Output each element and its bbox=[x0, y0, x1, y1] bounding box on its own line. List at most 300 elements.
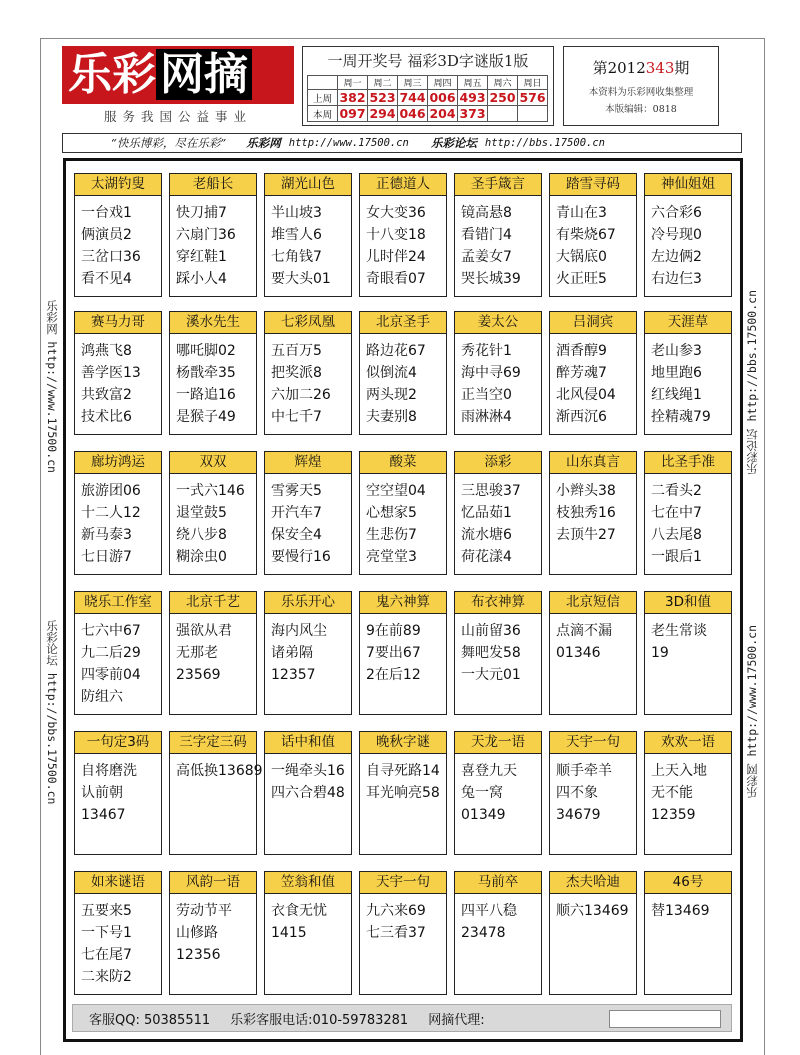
agent-label: 网摘代理: bbox=[428, 1012, 485, 1028]
tip-line: 23569 bbox=[176, 667, 221, 683]
tip-author: 正德道人 bbox=[360, 174, 446, 196]
tip-author: 溪水先生 bbox=[170, 312, 256, 334]
tip-line: 儿时伴24 bbox=[366, 249, 426, 265]
tip-line: 去顶牛27 bbox=[556, 527, 616, 543]
tip-lines bbox=[550, 474, 636, 546]
tip-line: 认前朝 bbox=[81, 785, 123, 801]
logo bbox=[62, 46, 294, 104]
side-right-bottom: 乐彩网 http://www.17500.cn bbox=[745, 625, 759, 798]
tip-line: 生悲伤7 bbox=[366, 527, 417, 543]
tip-line: 十八变18 bbox=[366, 227, 426, 243]
tip-line: 九六来69 bbox=[366, 903, 426, 919]
tip-author: 酸菜 bbox=[360, 452, 446, 474]
tip-cell bbox=[454, 871, 542, 995]
outer-left-line bbox=[40, 38, 41, 1055]
tip-cell bbox=[549, 451, 637, 575]
tip-cell bbox=[454, 591, 542, 715]
tip-line: 哭长城39 bbox=[461, 271, 521, 287]
tip-cell bbox=[549, 731, 637, 855]
agent-field bbox=[609, 1010, 721, 1028]
tip-line: 七角钱7 bbox=[271, 249, 322, 265]
tip-cell bbox=[644, 731, 732, 855]
tip-author: 天龙一语 bbox=[455, 732, 541, 754]
tip-line: 替13469 bbox=[651, 903, 710, 919]
this-week-number bbox=[518, 106, 548, 122]
tip-line: 雨淋淋4 bbox=[461, 409, 512, 425]
weekday-header: 周二 bbox=[368, 76, 398, 90]
tip-line: 红线绳1 bbox=[651, 387, 702, 403]
tip-lines bbox=[360, 614, 446, 686]
tip-author: 欢欢一语 bbox=[645, 732, 731, 754]
tip-cell bbox=[454, 451, 542, 575]
tip-lines bbox=[645, 334, 731, 428]
tip-line: 七在尾7 bbox=[81, 947, 132, 963]
tip-line: 半山坡3 bbox=[271, 205, 322, 221]
tip-cell bbox=[74, 451, 162, 575]
tip-line: 新马泰3 bbox=[81, 527, 132, 543]
tip-line: 四六合碧48 bbox=[271, 785, 345, 801]
tip-cell bbox=[644, 871, 732, 995]
tip-cell bbox=[644, 173, 732, 297]
tip-line: 自将磨洗 bbox=[81, 763, 137, 779]
tip-line: 海内风尘 bbox=[271, 623, 327, 639]
tip-lines bbox=[170, 196, 256, 290]
this-week-label: 本周 bbox=[308, 106, 338, 122]
tip-lines bbox=[550, 334, 636, 428]
tip-author: 如来谜语 bbox=[75, 872, 161, 894]
tip-cell bbox=[549, 871, 637, 995]
tip-cell bbox=[74, 591, 162, 715]
tip-lines bbox=[265, 196, 351, 290]
tip-cell bbox=[74, 871, 162, 995]
tip-line: 二来防2 bbox=[81, 969, 132, 985]
tip-line: 糊涂虫0 bbox=[176, 549, 227, 565]
tip-line: 善学医13 bbox=[81, 365, 141, 381]
tip-lines bbox=[645, 614, 731, 664]
tip-cell bbox=[264, 871, 352, 995]
tip-cell bbox=[549, 591, 637, 715]
tip-line: 俩演员2 bbox=[81, 227, 132, 243]
tip-line: 秀花针1 bbox=[461, 343, 512, 359]
tip-line: 中七千7 bbox=[271, 409, 322, 425]
editor-line: 本版编辑：0818 bbox=[605, 104, 677, 115]
this-week-number: 097 bbox=[339, 106, 366, 121]
tip-cell bbox=[454, 731, 542, 855]
outer-top-line bbox=[40, 38, 765, 39]
tip-lines bbox=[360, 754, 446, 804]
tip-line: 12359 bbox=[651, 807, 696, 823]
tip-line: 一下号1 bbox=[81, 925, 132, 941]
support-qq: 客服QQ: 50385511 bbox=[89, 1012, 211, 1028]
tip-line: 七日游7 bbox=[81, 549, 132, 565]
tip-author: 圣手箴言 bbox=[455, 174, 541, 196]
tip-line: 拴精魂79 bbox=[651, 409, 711, 425]
tip-author: 北京圣手 bbox=[360, 312, 446, 334]
tip-line: 共致富2 bbox=[81, 387, 132, 403]
tip-author: 天宇一句 bbox=[360, 872, 446, 894]
last-week-number: 744 bbox=[399, 90, 426, 105]
this-week-number: 294 bbox=[369, 106, 396, 121]
tip-lines bbox=[550, 754, 636, 826]
tip-author: 晓乐工作室 bbox=[75, 592, 161, 614]
tip-lines bbox=[265, 754, 351, 804]
tip-line: 退堂鼓5 bbox=[176, 505, 227, 521]
tip-cell bbox=[454, 173, 542, 297]
tip-author: 比圣手准 bbox=[645, 452, 731, 474]
tip-line: 穿红鞋1 bbox=[176, 249, 227, 265]
weekday-header: 周一 bbox=[338, 76, 368, 90]
week-title: 一周开奖号 福彩3D字谜版1版 bbox=[327, 52, 529, 70]
tip-lines bbox=[455, 196, 541, 290]
tip-line: 开汽车7 bbox=[271, 505, 322, 521]
tip-line: 7要出67 bbox=[366, 645, 421, 661]
tip-line: 9在前89 bbox=[366, 623, 421, 639]
tip-line: 流水塘6 bbox=[461, 527, 512, 543]
side-right-top: 乐彩论坛 http://bbs.17500.cn bbox=[745, 290, 759, 475]
last-week-number: 523 bbox=[369, 90, 396, 105]
site-link-1[interactable]: http://www.17500.cn bbox=[288, 137, 409, 149]
tip-line: 三思骏37 bbox=[461, 483, 521, 499]
tip-line: 山前留36 bbox=[461, 623, 521, 639]
tip-author: 神仙姐姐 bbox=[645, 174, 731, 196]
tip-line: 01346 bbox=[556, 645, 601, 661]
tip-line: 二看头2 bbox=[651, 483, 702, 499]
tip-author: 乐乐开心 bbox=[265, 592, 351, 614]
weekday-header: 周三 bbox=[398, 76, 428, 90]
tip-lines bbox=[360, 894, 446, 944]
tip-line: 八去尾8 bbox=[651, 527, 702, 543]
tip-line: 顺手牵羊 bbox=[556, 763, 612, 779]
site-name-1: 乐彩网 bbox=[246, 136, 281, 150]
tip-author: 踏雪寻码 bbox=[550, 174, 636, 196]
weekday-header: 周日 bbox=[518, 76, 548, 90]
tip-line: 杨戬牵35 bbox=[176, 365, 236, 381]
tip-lines bbox=[75, 894, 161, 988]
tip-lines bbox=[75, 614, 161, 708]
weekday-header: 周六 bbox=[488, 76, 518, 90]
tip-lines bbox=[360, 474, 446, 568]
tip-line: 青山在3 bbox=[556, 205, 607, 221]
tip-cell bbox=[359, 871, 447, 995]
tip-lines bbox=[455, 754, 541, 826]
tip-line: 夫妻别8 bbox=[366, 409, 417, 425]
tip-cell bbox=[169, 173, 257, 297]
tip-author: 七彩凤凰 bbox=[265, 312, 351, 334]
tip-line: 心想家5 bbox=[366, 505, 417, 521]
tip-author: 辉煌 bbox=[265, 452, 351, 474]
tip-line: 耳光响亮58 bbox=[366, 785, 440, 801]
tip-author: 晚秋字谜 bbox=[360, 732, 446, 754]
tip-lines bbox=[75, 474, 161, 568]
tip-line: 绕八步8 bbox=[176, 527, 227, 543]
tip-cell bbox=[264, 173, 352, 297]
tip-line: 镜高悬8 bbox=[461, 205, 512, 221]
tip-cell bbox=[644, 591, 732, 715]
tip-line: 一路追16 bbox=[176, 387, 236, 403]
tip-line: 要慢行16 bbox=[271, 549, 331, 565]
tip-cell bbox=[169, 871, 257, 995]
tip-line: 七六中67 bbox=[81, 623, 141, 639]
tip-line: 看错门4 bbox=[461, 227, 512, 243]
tip-author: 廊坊鸿运 bbox=[75, 452, 161, 474]
tip-line: 路边花67 bbox=[366, 343, 426, 359]
tip-line: 一绳牵头16 bbox=[271, 763, 345, 779]
tip-line: 上天入地 bbox=[651, 763, 707, 779]
tip-line: 正当空0 bbox=[461, 387, 512, 403]
tip-lines bbox=[645, 754, 731, 826]
outer-right-line bbox=[764, 38, 765, 1055]
tip-line: 酒香醇9 bbox=[556, 343, 607, 359]
tip-line: 海中寻69 bbox=[461, 365, 521, 381]
tip-author: 太湖钓叟 bbox=[75, 174, 161, 196]
tip-lines bbox=[455, 894, 541, 944]
tip-author: 鬼六神算 bbox=[360, 592, 446, 614]
site-link-2[interactable]: http://bbs.17500.cn bbox=[484, 137, 605, 149]
tip-line: 忆品茹1 bbox=[461, 505, 512, 521]
last-week-number: 250 bbox=[489, 90, 516, 105]
tip-cell bbox=[74, 311, 162, 435]
tip-line: 火正旺5 bbox=[556, 271, 607, 287]
tip-line: 高低换13689 bbox=[176, 763, 263, 779]
tip-author: 姜太公 bbox=[455, 312, 541, 334]
tip-lines bbox=[550, 614, 636, 664]
tip-line: 踩小人4 bbox=[176, 271, 227, 287]
tip-line: 劳动节平 bbox=[176, 903, 232, 919]
tip-author: 话中和值 bbox=[265, 732, 351, 754]
tip-line: 34679 bbox=[556, 807, 601, 823]
tip-lines bbox=[265, 894, 351, 944]
this-week-number: 046 bbox=[399, 106, 426, 121]
tip-line: 自寻死路14 bbox=[366, 763, 440, 779]
tip-line: 一跟后1 bbox=[651, 549, 702, 565]
tip-lines bbox=[550, 196, 636, 290]
tip-line: 一式六146 bbox=[176, 483, 245, 499]
tip-line: 老山参3 bbox=[651, 343, 702, 359]
footer-bar bbox=[72, 1004, 732, 1032]
tip-author: 风韵一语 bbox=[170, 872, 256, 894]
issue-number: 第2012343期 bbox=[592, 59, 690, 77]
tip-author: 天宇一句 bbox=[550, 732, 636, 754]
tip-line: 七在中7 bbox=[651, 505, 702, 521]
tip-line: 醉芳魂7 bbox=[556, 365, 607, 381]
tip-cell bbox=[264, 451, 352, 575]
tip-line: 哪吒脚02 bbox=[176, 343, 236, 359]
tip-author: 3D和值 bbox=[645, 592, 731, 614]
logo-part-1: 乐彩 bbox=[68, 49, 156, 100]
tip-author: 笠翁和值 bbox=[265, 872, 351, 894]
tip-cell bbox=[454, 311, 542, 435]
this-week-number: 204 bbox=[429, 106, 456, 121]
tip-line: 一大元01 bbox=[461, 667, 521, 683]
tip-cell bbox=[549, 311, 637, 435]
tip-lines bbox=[550, 894, 636, 922]
tip-line: 是猴子49 bbox=[176, 409, 236, 425]
tip-author: 布衣神算 bbox=[455, 592, 541, 614]
tip-line: 防组六 bbox=[81, 689, 123, 705]
tip-line: 六合彩6 bbox=[651, 205, 702, 221]
tip-line: 六加二26 bbox=[271, 387, 331, 403]
tip-author: 北京短信 bbox=[550, 592, 636, 614]
tip-cell bbox=[644, 311, 732, 435]
last-week-number: 382 bbox=[339, 90, 366, 105]
issue-box bbox=[563, 46, 719, 126]
last-week-label: 上周 bbox=[308, 90, 338, 106]
tip-author: 三字定三码 bbox=[170, 732, 256, 754]
tip-line: 强欲从君 bbox=[176, 623, 232, 639]
tip-author: 46号 bbox=[645, 872, 731, 894]
tip-cell bbox=[549, 173, 637, 297]
tip-cell bbox=[264, 311, 352, 435]
tip-line: 要大头01 bbox=[271, 271, 331, 287]
tip-line: 点滴不漏 bbox=[556, 623, 612, 639]
tip-line: 七三看37 bbox=[366, 925, 426, 941]
tip-line: 小辫头38 bbox=[556, 483, 616, 499]
tip-author: 添彩 bbox=[455, 452, 541, 474]
tip-author: 天涯草 bbox=[645, 312, 731, 334]
tip-cell bbox=[74, 731, 162, 855]
issue-note: 本资料为乐彩网收集整理 bbox=[588, 87, 694, 98]
tips-grid bbox=[63, 158, 743, 1042]
tip-line: 技术比6 bbox=[81, 409, 132, 425]
tip-lines bbox=[645, 894, 731, 922]
tip-lines bbox=[455, 334, 541, 428]
tip-line: 左边俩2 bbox=[651, 249, 702, 265]
weekday-header: 周四 bbox=[428, 76, 458, 90]
tip-lines bbox=[265, 334, 351, 428]
tip-line: 女大变36 bbox=[366, 205, 426, 221]
tip-line: 把奖派8 bbox=[271, 365, 322, 381]
tip-line: 四不象 bbox=[556, 785, 598, 801]
tip-cell bbox=[644, 451, 732, 575]
tip-line: 喜登九天 bbox=[461, 763, 517, 779]
url-bar bbox=[62, 133, 742, 153]
side-left-top: 乐彩网 http://www.17500.cn bbox=[45, 300, 59, 473]
tip-cell bbox=[264, 591, 352, 715]
tip-lines bbox=[75, 334, 161, 428]
tip-cell bbox=[359, 311, 447, 435]
draw-table bbox=[307, 75, 548, 122]
tip-author: 双双 bbox=[170, 452, 256, 474]
tip-lines bbox=[265, 614, 351, 686]
tip-author: 马前卒 bbox=[455, 872, 541, 894]
tip-line: 快刀捕7 bbox=[176, 205, 227, 221]
tip-author: 吕洞宾 bbox=[550, 312, 636, 334]
tip-line: 13467 bbox=[81, 807, 126, 823]
tip-line: 孟姜女7 bbox=[461, 249, 512, 265]
tip-line: 一台戏1 bbox=[81, 205, 132, 221]
tip-line: 荷花漾4 bbox=[461, 549, 512, 565]
tip-lines bbox=[170, 334, 256, 428]
tip-line: 似倒流4 bbox=[366, 365, 417, 381]
tip-author: 北京千艺 bbox=[170, 592, 256, 614]
tip-lines bbox=[75, 196, 161, 290]
tip-line: 23478 bbox=[461, 925, 506, 941]
tip-line: 空空望04 bbox=[366, 483, 426, 499]
tip-cell bbox=[359, 173, 447, 297]
tip-lines bbox=[265, 474, 351, 568]
tip-lines bbox=[170, 614, 256, 686]
last-week-number: 576 bbox=[519, 90, 546, 105]
tip-lines bbox=[170, 754, 263, 782]
tip-line: 奇眼看07 bbox=[366, 271, 426, 287]
tip-line: 九二后29 bbox=[81, 645, 141, 661]
slogan: 服务我国公益事业 bbox=[103, 109, 252, 124]
logo-part-2: 网摘 bbox=[156, 49, 252, 100]
tip-lines bbox=[455, 474, 541, 568]
tip-line: 四零前04 bbox=[81, 667, 141, 683]
tip-cell bbox=[359, 591, 447, 715]
tip-line: 五百万5 bbox=[271, 343, 322, 359]
tip-line: 衣食无忧 bbox=[271, 903, 327, 919]
tip-author: 湖光山色 bbox=[265, 174, 351, 196]
tip-line: 旅游团06 bbox=[81, 483, 141, 499]
tip-line: 三岔口36 bbox=[81, 249, 141, 265]
tip-line: 两头现2 bbox=[366, 387, 417, 403]
support-phone: 乐彩客服电话:010-59783281 bbox=[230, 1012, 409, 1028]
tip-line: 地里跑6 bbox=[651, 365, 702, 381]
tip-line: 顺六13469 bbox=[556, 903, 629, 919]
tip-line: 亮堂堂3 bbox=[366, 549, 417, 565]
site-name-2: 乐彩论坛 bbox=[430, 136, 477, 150]
tip-line: 鸿燕飞8 bbox=[81, 343, 132, 359]
tip-line: 12356 bbox=[176, 947, 221, 963]
motto: “快乐博彩，尽在乐彩” bbox=[111, 136, 227, 150]
last-week-number: 493 bbox=[459, 90, 486, 105]
tip-lines bbox=[645, 196, 731, 290]
tip-line: 诸弟隔 bbox=[271, 645, 313, 661]
tip-line: 冷号现0 bbox=[651, 227, 702, 243]
tip-author: 赛马力哥 bbox=[75, 312, 161, 334]
tip-line: 右边仨3 bbox=[651, 271, 702, 287]
tip-lines bbox=[170, 474, 256, 568]
tip-line: 舞吧发58 bbox=[461, 645, 521, 661]
tip-cell bbox=[169, 311, 257, 435]
tip-line: 六扇门36 bbox=[176, 227, 236, 243]
tip-author: 杰夫哈迪 bbox=[550, 872, 636, 894]
tip-lines bbox=[455, 614, 541, 686]
this-week-number bbox=[488, 106, 518, 122]
this-week-number: 373 bbox=[459, 106, 486, 121]
tip-line: 大锅底0 bbox=[556, 249, 607, 265]
tip-lines bbox=[75, 754, 161, 826]
tip-cell bbox=[169, 451, 257, 575]
tip-line: 四平八稳 bbox=[461, 903, 517, 919]
tip-line: 山修路 bbox=[176, 925, 218, 941]
tip-line: 十二人12 bbox=[81, 505, 141, 521]
tip-cell bbox=[169, 731, 263, 855]
tip-line: 看不见4 bbox=[81, 271, 132, 287]
tip-line: 无不能 bbox=[651, 785, 693, 801]
last-week-number: 006 bbox=[429, 90, 456, 105]
tip-lines bbox=[645, 474, 731, 568]
tip-line: 兔一窝 bbox=[461, 785, 503, 801]
tip-line: 保安全4 bbox=[271, 527, 322, 543]
tip-lines bbox=[170, 894, 256, 966]
tip-lines bbox=[360, 334, 446, 428]
tip-line: 渐西沉6 bbox=[556, 409, 607, 425]
weekly-draw-box bbox=[302, 46, 554, 126]
weekday-header: 周五 bbox=[458, 76, 488, 90]
tip-line: 北风侵04 bbox=[556, 387, 616, 403]
tip-line: 老生常谈 bbox=[651, 623, 707, 639]
tip-line: 12357 bbox=[271, 667, 316, 683]
tip-author: 山东真言 bbox=[550, 452, 636, 474]
tip-author: 一句定3码 bbox=[75, 732, 161, 754]
tip-cell bbox=[74, 173, 162, 297]
tip-line: 五要来5 bbox=[81, 903, 132, 919]
tip-line: 2在后12 bbox=[366, 667, 421, 683]
tip-line: 1415 bbox=[271, 925, 307, 941]
